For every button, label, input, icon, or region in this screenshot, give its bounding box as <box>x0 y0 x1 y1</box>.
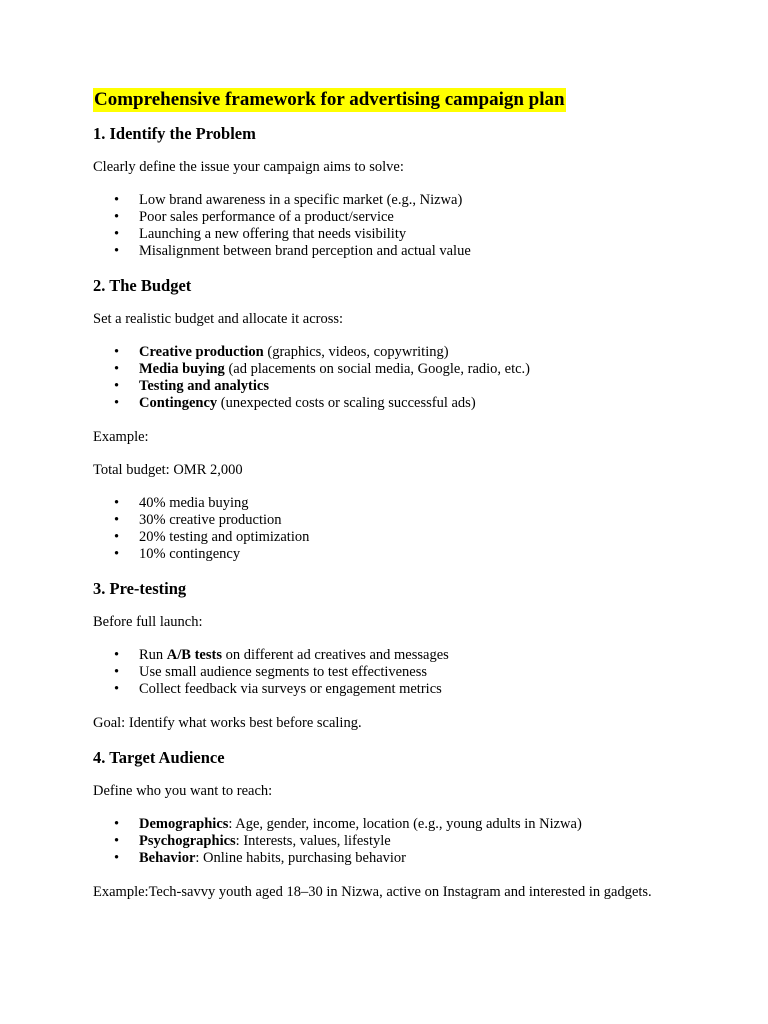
list-item-term: Creative production <box>139 344 264 360</box>
list-item-text: Poor sales performance of a product/service <box>139 209 394 225</box>
bullet-icon: • <box>114 344 120 360</box>
list-item <box>93 664 678 681</box>
list-item <box>93 529 678 546</box>
audience-intro: Define who you want to reach: <box>93 783 273 799</box>
list-item <box>93 647 678 664</box>
bullet-icon: • <box>114 681 120 697</box>
list-item-text: (unexpected costs or scaling successful ads) <box>217 395 476 411</box>
list-item <box>93 344 678 361</box>
section-heading-pretesting: 3. Pre-testing <box>93 579 187 598</box>
list-item-term: Testing and analytics <box>139 378 269 394</box>
list-item <box>93 833 678 850</box>
list-item <box>93 850 678 867</box>
bullet-icon: • <box>114 361 120 377</box>
list-item-text: (graphics, videos, copywriting) <box>263 344 449 360</box>
section-heading-problem: 1. Identify the Problem <box>93 124 256 143</box>
bullet-icon: • <box>114 495 120 511</box>
list-item-text: Low brand awareness in a specific market (e.g., Nizwa) <box>139 192 463 208</box>
bullet-icon: • <box>114 664 120 680</box>
list-item-text: Launching a new offering that needs visibility <box>139 226 407 242</box>
audience-example: Example:Tech-savvy youth aged 18–30 in Nizwa, active on Instagram and interested in gadgets. <box>93 884 652 900</box>
audience-list <box>93 816 678 867</box>
bullet-icon: • <box>114 833 120 849</box>
budget-intro: Set a realistic budget and allocate it across: <box>93 311 344 327</box>
pretesting-intro: Before full launch: <box>93 614 203 630</box>
list-item-text: Misalignment between brand perception and actual value <box>139 243 471 259</box>
list-item <box>93 512 678 529</box>
list-item-text: Run <box>139 647 167 663</box>
bullet-icon: • <box>114 512 120 528</box>
budget-allocation-list <box>93 495 678 563</box>
list-item <box>93 192 678 209</box>
list-item-text: 30% creative production <box>139 512 282 528</box>
list-item-term: Psychographics <box>139 833 236 849</box>
bullet-icon: • <box>114 850 120 866</box>
problem-list <box>93 192 678 260</box>
bullet-icon: • <box>114 243 120 259</box>
pretesting-list <box>93 647 678 698</box>
list-item-text: 40% media buying <box>139 495 249 511</box>
list-item <box>93 226 678 243</box>
list-item <box>93 546 678 563</box>
budget-example-label: Example: <box>93 429 149 445</box>
bullet-icon: • <box>114 546 120 562</box>
pretesting-goal: Goal: Identify what works best before scaling. <box>93 715 362 731</box>
bullet-icon: • <box>114 192 120 208</box>
bullet-icon: • <box>114 647 120 663</box>
bullet-icon: • <box>114 209 120 225</box>
list-item <box>93 495 678 512</box>
bullet-icon: • <box>114 395 120 411</box>
list-item <box>93 378 678 395</box>
section-heading-audience: 4. Target Audience <box>93 748 225 767</box>
bullet-icon: • <box>114 226 120 242</box>
list-item-text: (ad placements on social media, Google, radio, etc.) <box>224 361 531 377</box>
list-item-term: Behavior <box>139 850 196 866</box>
list-item-text: Use small audience segments to test effectiveness <box>139 664 428 680</box>
budget-list <box>93 344 678 412</box>
list-item <box>93 209 678 226</box>
bullet-icon: • <box>114 816 120 832</box>
bullet-icon: • <box>114 529 120 545</box>
document-title: Comprehensive framework for advertising campaign plan <box>94 89 565 110</box>
section-heading-budget: 2. The Budget <box>93 276 192 295</box>
list-item-text: 10% contingency <box>139 546 241 562</box>
list-item-text: : Age, gender, income, location (e.g., young adults in Nizwa) <box>228 816 582 832</box>
list-item-text: : Interests, values, lifestyle <box>235 833 391 849</box>
list-item <box>93 816 678 833</box>
budget-total: Total budget: OMR 2,000 <box>93 462 243 478</box>
list-item-term: Demographics <box>139 816 229 832</box>
list-item-term: A/B tests <box>166 647 222 663</box>
bullet-icon: • <box>114 378 120 394</box>
list-item-text: Collect feedback via surveys or engagement metrics <box>139 681 442 697</box>
list-item <box>93 361 678 378</box>
list-item <box>93 681 678 698</box>
list-item <box>93 243 678 260</box>
problem-intro: Clearly define the issue your campaign aims to solve: <box>93 159 404 175</box>
list-item-term: Contingency <box>139 395 218 411</box>
list-item-text: 20% testing and optimization <box>139 529 310 545</box>
list-item-text: : Online habits, purchasing behavior <box>195 850 406 866</box>
list-item <box>93 395 678 412</box>
list-item-term: Media buying <box>139 361 225 377</box>
list-item-text: on different ad creatives and messages <box>221 647 449 663</box>
